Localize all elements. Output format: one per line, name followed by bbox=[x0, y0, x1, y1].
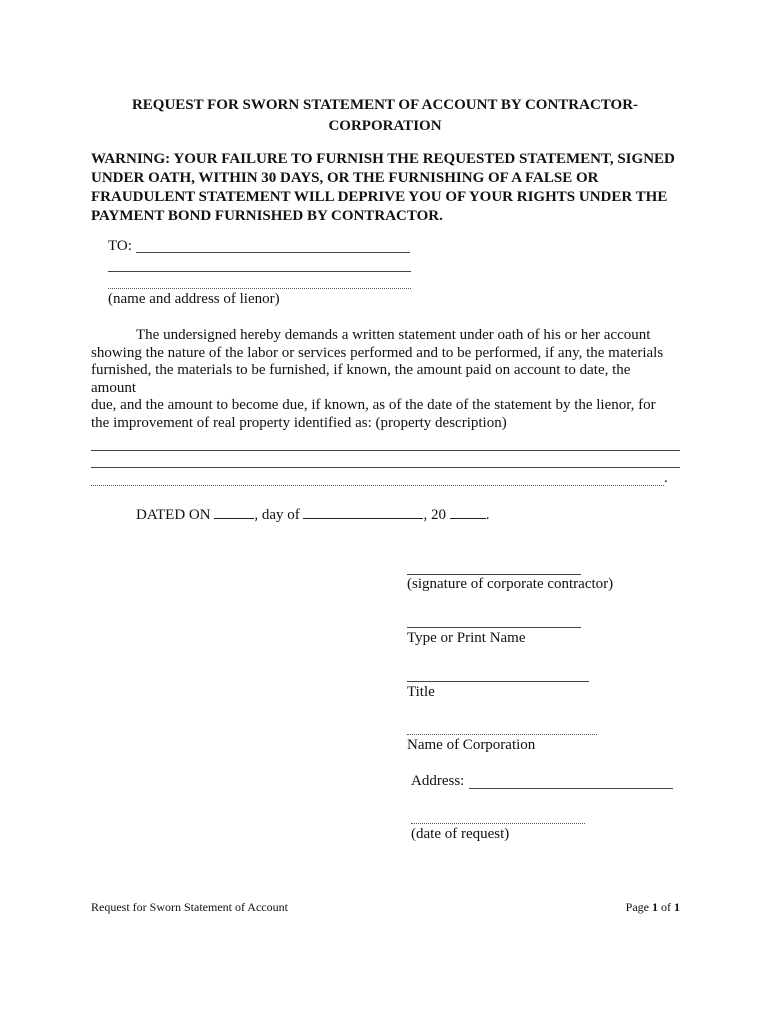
year-prefix-label: , 20 bbox=[423, 507, 446, 523]
page-total: 1 bbox=[674, 900, 680, 914]
title-line-1: REQUEST FOR SWORN STATEMENT OF ACCOUNT BY CONTRACTOR- bbox=[131, 97, 639, 113]
footer-title: Request for Sworn Statement of Account bbox=[91, 900, 288, 914]
paragraph-line: amount bbox=[91, 380, 136, 396]
paragraph-line: showing the nature of the labor or services performed and to be performed, if any, the materials bbox=[91, 345, 664, 361]
address-label: Address: bbox=[411, 773, 465, 789]
date-of-request-line[interactable] bbox=[411, 823, 585, 824]
lienor-address-line-1[interactable] bbox=[108, 271, 411, 272]
dated-line bbox=[136, 505, 489, 525]
signature-caption: (signature of corporate contractor) bbox=[407, 576, 614, 592]
page-current: 1 bbox=[652, 900, 658, 914]
page-of-label: of bbox=[661, 900, 671, 914]
print-name-line[interactable] bbox=[407, 627, 581, 628]
day-blank[interactable] bbox=[214, 505, 254, 519]
lienor-name-line[interactable] bbox=[136, 252, 410, 253]
warning-text: WARNING: YOUR FAILURE TO FURNISH THE REQUESTED STATEMENT, SIGNED UNDER OATH, WITHIN 30 DAYS, OR THE FURNISHING OF A FALSE OR FRAUDULENT STATEMENT WILL DEPRIVE YOU OF YOUR RIGHTS UNDER THE PAYMENT BOND FURNISHED BY CONTRACTOR. bbox=[91, 151, 675, 224]
title-line-2: CORPORATION bbox=[328, 118, 442, 134]
page-number bbox=[626, 900, 680, 915]
page-label: Page bbox=[625, 900, 649, 914]
day-of-label: , day of bbox=[254, 507, 300, 523]
year-blank[interactable] bbox=[450, 505, 486, 519]
corporation-caption: Name of Corporation bbox=[407, 737, 536, 753]
signature-line[interactable] bbox=[407, 574, 581, 575]
dated-on-label: DATED ON bbox=[136, 507, 211, 523]
to-label: TO: bbox=[108, 238, 132, 254]
paragraph-line: The undersigned hereby demands a written statement under oath of his or her account bbox=[136, 327, 651, 343]
lienor-caption: (name and address of lienor) bbox=[108, 291, 280, 307]
corporation-line[interactable] bbox=[407, 734, 597, 735]
month-blank[interactable] bbox=[303, 505, 423, 519]
property-description-line-2[interactable] bbox=[91, 467, 680, 468]
title-line[interactable] bbox=[407, 681, 589, 682]
dated-end-period: . bbox=[485, 507, 490, 523]
property-description-line-3[interactable] bbox=[91, 485, 664, 486]
property-description-line-1[interactable] bbox=[91, 450, 680, 451]
title-caption: Title bbox=[407, 684, 435, 700]
date-of-request-caption: (date of request) bbox=[411, 826, 510, 842]
property-end-period: . bbox=[664, 470, 668, 486]
paragraph-line: furnished, the materials to be furnished, if known, the amount paid on account to date, the bbox=[91, 362, 631, 378]
address-line[interactable] bbox=[469, 788, 673, 789]
paragraph-line: the improvement of real property identified as: (property description) bbox=[91, 415, 507, 431]
paragraph-line: due, and the amount to become due, if known, as of the date of the statement by the lienor, for bbox=[91, 397, 656, 413]
lienor-address-line-2[interactable] bbox=[108, 288, 411, 289]
document-title bbox=[90, 95, 680, 137]
print-name-caption: Type or Print Name bbox=[407, 630, 526, 646]
